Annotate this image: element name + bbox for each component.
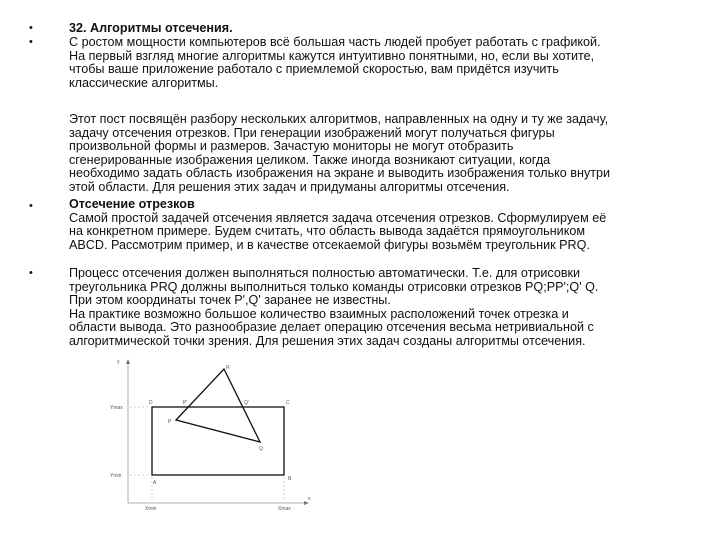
- text-line: на конкретном примере. Будем считать, что область вывода задаётся прямоугольником: [69, 224, 586, 239]
- label-xmax: Xmax: [278, 506, 291, 512]
- text-line: произвольной формы и размеров. Зачастую мониторы не могут отобразить: [69, 139, 514, 154]
- clip-rectangle-abcd: [152, 407, 284, 475]
- label-ymin: Ymin: [110, 473, 122, 479]
- label-ymax: Ymax: [110, 405, 123, 411]
- text-line: области вывода. Это разнообразие делает операцию отсечения весьма нетривиальной с: [69, 320, 594, 335]
- bullet: •: [29, 22, 33, 34]
- label-c: C: [286, 400, 290, 406]
- text-line: треугольника PRQ должны выполниться только команды отрисовки отрезков PQ;PP';Q' Q.: [69, 279, 599, 294]
- text-line: Этот пост посвящён разбору нескольких алгоритмов, направленных на одну и ту же задачу,: [69, 112, 609, 126]
- section-heading: Отсечение отрезков: [69, 197, 195, 211]
- text-line: При этом координаты точек P',Q' заранее не известны.: [69, 293, 391, 308]
- label-b: B: [288, 476, 292, 482]
- text-line: алгоритмической точки зрения. Для решения этих задач созданы алгоритмы отсечения.: [69, 333, 586, 348]
- text-line: На первый взгляд многие алгоритмы кажутся интуитивно понятными, но, если вы хотите,: [69, 48, 595, 63]
- label-p-prime: P': [183, 400, 188, 406]
- label-xmin: Xmin: [145, 506, 157, 512]
- label-d: D: [149, 400, 153, 406]
- text-line: Самой простой задачей отсечения является задача отсечения отрезков. Сформулируем её: [69, 210, 607, 225]
- text-line: чтобы ваше приложение работало с приемлемой скоростью, вам придётся изучить: [69, 62, 559, 77]
- label-x: x: [308, 496, 311, 502]
- label-q: Q: [259, 446, 263, 452]
- text-line: С ростом мощности компьютеров всё большая часть людей пробует работать с графикой.: [69, 35, 601, 49]
- label-q-prime: Q': [244, 400, 249, 406]
- bullet: •: [29, 267, 33, 279]
- label-a: A: [153, 480, 157, 486]
- page-title: 32. Алгоритмы отсечения.: [69, 21, 233, 35]
- text-line: На практике возможно большое количество взаимных расположений точек отрезка и: [69, 306, 569, 321]
- text-line: необходимо задать область изображения на экране и выводить изображения только внутри: [69, 166, 611, 181]
- y-axis-arrow-icon: [126, 359, 130, 364]
- label-p: P: [168, 419, 172, 425]
- text-line: задачу отсечения отрезков. При генерации изображений могут получаться фигуры: [69, 125, 555, 140]
- label-y: y: [117, 359, 120, 365]
- text-line: классические алгоритмы.: [69, 75, 219, 90]
- bullet: •: [29, 36, 33, 48]
- text-line: ABCD. Рассмотрим пример, и в качестве отсекаемой фигуры возьмём треугольник PRQ.: [69, 237, 590, 252]
- text-line: этой области. Для решения этих задач и придуманы алгоритмы отсечения.: [69, 179, 510, 194]
- label-r: R: [226, 365, 230, 371]
- text-line: сгенерированные изображения целиком. Также иногда возникают ситуации, когда: [69, 152, 551, 167]
- bullet: •: [29, 200, 33, 212]
- text-line: Процесс отсечения должен выполняться полностью автоматически. Т.е. для отрисовки: [69, 266, 581, 280]
